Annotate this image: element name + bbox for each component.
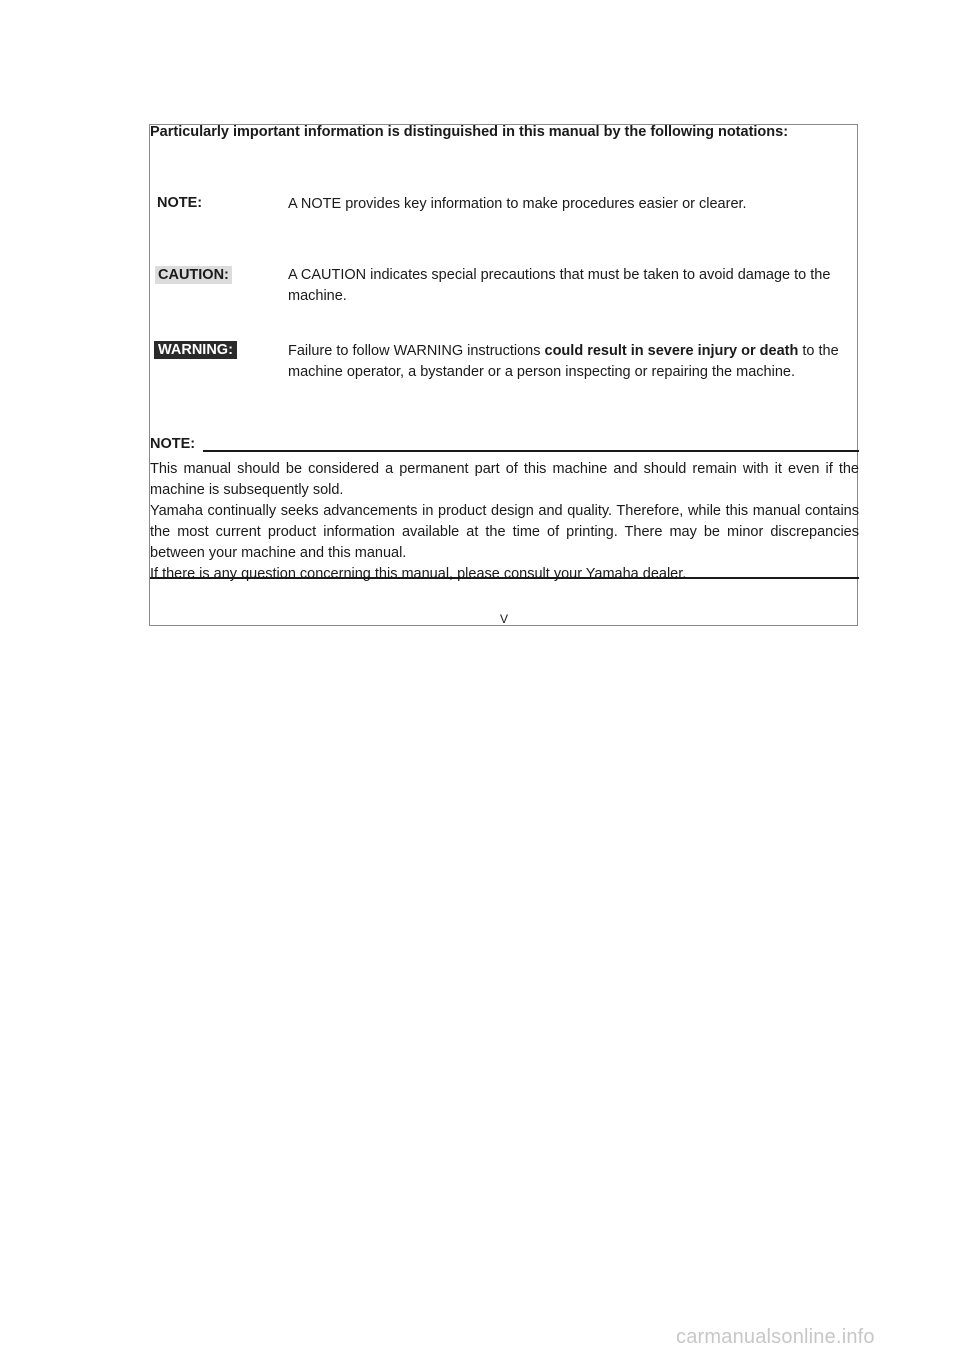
- warning-text-bold: could result in severe injury or death: [544, 343, 799, 359]
- note-box-bottom-rule: [150, 577, 859, 579]
- note-label: NOTE:: [157, 195, 203, 211]
- note-paragraph: Yamaha continually seeks advancements in product design and quality. Therefore, while this manual contains the most current product information available at the time of printing. There may be minor discrepancies between your machine and this manual.: [150, 503, 859, 561]
- note-paragraph: If there is any question concerning this manual, please consult your Yamaha dealer.: [150, 566, 687, 582]
- warning-label: WARNING:: [154, 341, 237, 359]
- page-number: V: [500, 612, 509, 626]
- warning-text-before: Failure to follow WARNING instructions: [288, 343, 545, 359]
- note-box-top-rule: [203, 450, 859, 452]
- caution-label: CAUTION:: [155, 266, 232, 284]
- note-description: A NOTE provides key information to make procedures easier or clearer.: [288, 196, 747, 212]
- warning-description: [288, 341, 859, 383]
- note-box-body: [150, 459, 859, 585]
- watermark-text: carmanualsonline.info: [676, 1326, 875, 1348]
- warning-text-after: to the machine operator, a bystander or a person inspecting or repairing the machine.: [288, 343, 839, 380]
- page-heading: Particularly important information is distinguished in this manual by the following notations:: [150, 124, 789, 140]
- caution-description: A CAUTION indicates special precautions that must be taken to avoid damage to the machine.: [288, 267, 831, 304]
- note-box-title: NOTE:: [150, 436, 196, 452]
- note-paragraph: This manual should be considered a permanent part of this machine and should remain with it even if the machine is subsequently sold.: [150, 461, 859, 498]
